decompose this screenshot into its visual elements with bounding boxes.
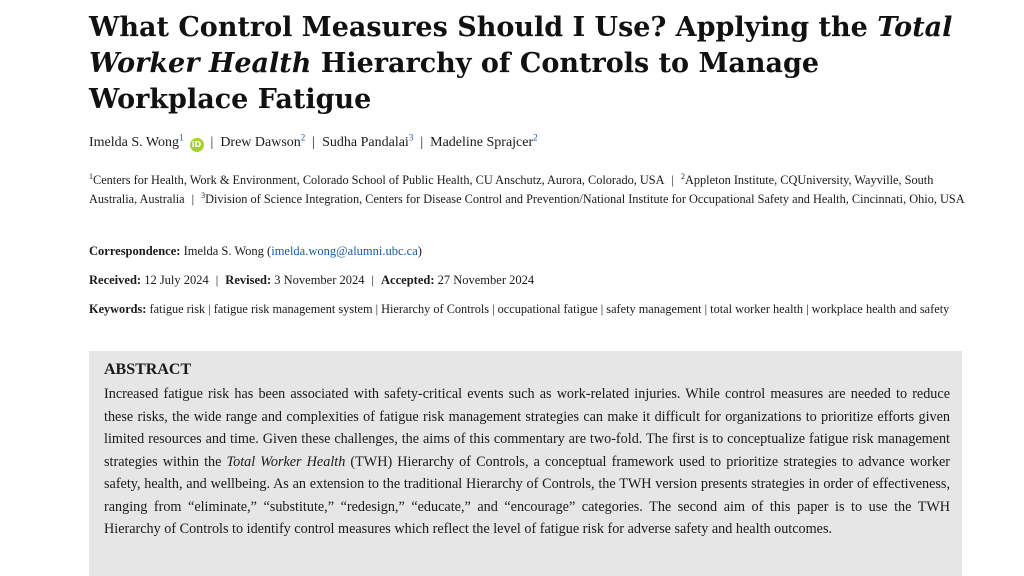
author-name[interactable]: Imelda S. Wong xyxy=(89,135,179,150)
title-part-2: Hierarchy of Controls to Manage Workplace Fatigue xyxy=(89,48,820,115)
affiliations xyxy=(89,171,969,209)
author-affil-sup[interactable]: 2 xyxy=(533,132,538,143)
author-name[interactable]: Madeline Sprajcer xyxy=(430,135,534,150)
author-list xyxy=(89,133,538,153)
received-date: 12 July 2024 xyxy=(144,273,209,287)
correspondence: Correspondence: Imelda S. Wong (imelda.wong@alumni.ubc.ca) xyxy=(89,244,422,258)
affil-separator: | xyxy=(671,173,674,187)
correspondence-label: Correspondence: xyxy=(89,244,181,258)
author-affil-sup[interactable]: 3 xyxy=(408,132,414,143)
abstract-heading: ABSTRACT xyxy=(104,361,192,378)
abstract-italic: Total Worker Health xyxy=(226,453,346,470)
abstract-box xyxy=(89,351,962,576)
affil-sup: 3 xyxy=(201,190,206,200)
author-affil-sup[interactable]: 2 xyxy=(300,132,306,143)
affiliation-text: Appleton Institute, CQUniversity, Wayville, South Australia, Australia xyxy=(89,173,934,206)
author-separator: | xyxy=(312,135,316,150)
affil-separator: | xyxy=(191,192,195,206)
keywords-text: fatigue risk | fatigue risk management system | Hierarchy of Controls | occupational fatigue | safety management | total worker health | workplace health and safety xyxy=(149,302,950,316)
author-affil-sup[interactable]: 1 xyxy=(179,132,184,143)
author-name[interactable]: Drew Dawson xyxy=(220,135,301,150)
author-separator: | xyxy=(210,135,214,150)
affiliation-text: Division of Science Integration, Centers for Disease Control and Prevention/National Institute for Occupational Safety and Health, Cincinnati, Ohio, USA xyxy=(205,192,965,206)
revised-date: 3 November 2024 xyxy=(274,273,365,287)
affil-sup: 2 xyxy=(681,171,685,181)
affiliation-text: Centers for Health, Work & Environment, Colorado School of Public Health, CU Anschutz, Aurora, Colorado, USA xyxy=(93,173,665,187)
title-part-1: What Control Measures Should I Use? Applying the xyxy=(89,12,878,43)
author-name[interactable]: Sudha Pandalai xyxy=(322,135,409,150)
abstract-text xyxy=(104,383,950,541)
article-title xyxy=(89,10,969,118)
keywords xyxy=(89,300,969,318)
date-separator: | xyxy=(215,273,219,287)
date-separator: | xyxy=(371,273,375,287)
abstract-text-part-1: Increased fatigue risk has been associated with safety-critical events such as work-related injuries. While control measures are needed to reduce these risks, the wide range and complexities of fatigue risk management strategies can make it difficult for organizations to prioritize efforts given limited resources and time. Given these challenges, the aims of this commentary are two-fold. The first is to conceptualize fatigue risk management strategies within the xyxy=(104,386,950,470)
orcid-icon[interactable]: iD xyxy=(190,138,204,152)
accepted-label: Accepted: xyxy=(381,273,435,287)
received-label: Received: xyxy=(89,273,142,287)
revised-label: Revised: xyxy=(225,273,272,287)
correspondence-name: Imelda S. Wong xyxy=(183,244,264,258)
affil-sup: 1 xyxy=(89,171,93,181)
title-italic: Total Worker Health xyxy=(89,12,953,79)
author-separator: | xyxy=(420,135,424,150)
accepted-date: 27 November 2024 xyxy=(437,273,535,287)
article-dates xyxy=(89,271,534,289)
abstract-text-part-2: (TWH) Hierarchy of Controls, a conceptual framework used to prioritize strategies to advance worker safety, health, and wellbeing. As an extension to the traditional Hierarchy of Controls, the TWH version presents strategies in order of effectiveness, ranging from “eliminate,” “substitute,” “redesign,” “educate,” and “encourage” categories. The second aim of this paper is to use the TWH Hierarchy of Controls to identify control measures which reflect the level of fatigue risk for adverse safety and health outcomes. xyxy=(104,453,950,537)
keywords-label: Keywords: xyxy=(89,302,147,316)
correspondence-email-link[interactable]: imelda.wong@alumni.ubc.ca xyxy=(271,244,418,258)
